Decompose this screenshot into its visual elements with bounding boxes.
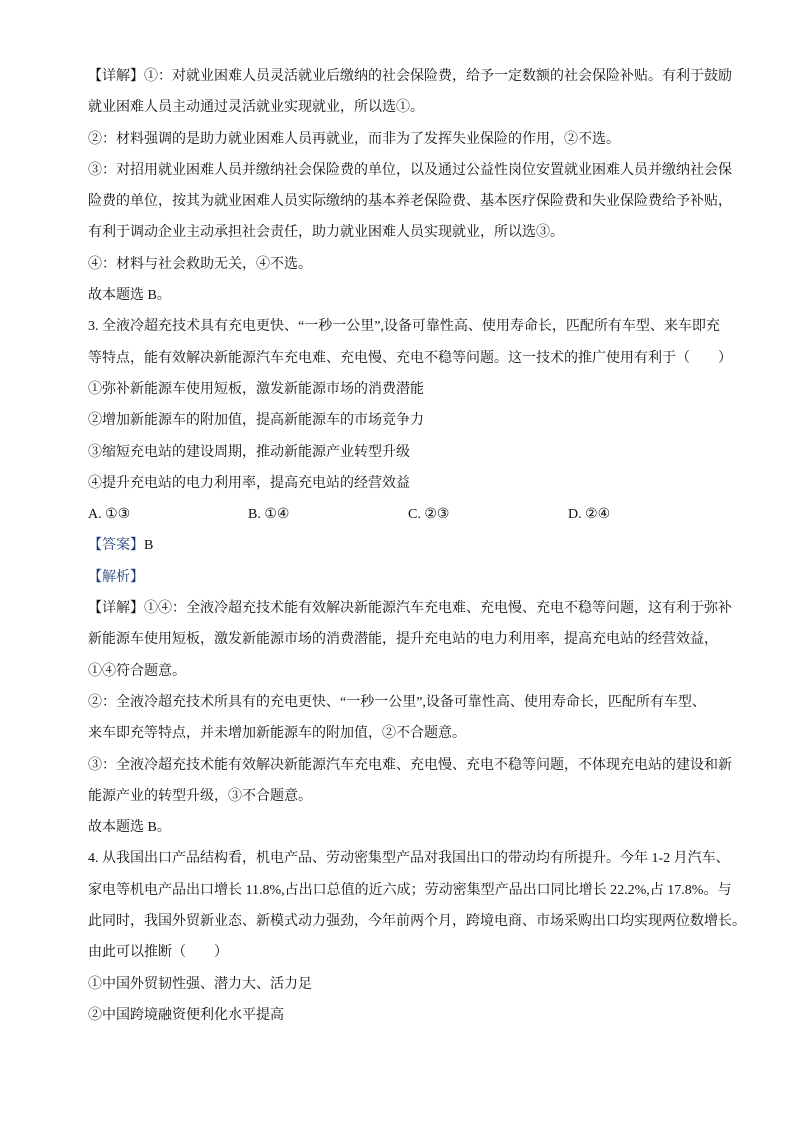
answer-value: B bbox=[144, 538, 154, 554]
q3-item: ④提升充电站的电力利用率，提高充电站的经营效益 bbox=[88, 475, 410, 491]
q3-detail-line: ③：全液冷超充技术能有效解决新能源汽车充电难、充电慢、充电不稳等问题，不体现充电站的建设和新 bbox=[88, 757, 732, 773]
q2-detail-line: 就业困难人员主动通过灵活就业实现就业，所以选①。 bbox=[88, 100, 424, 116]
q2-detail-line: 有利于调动企业主动承担社会责任，助力就业困难人员实现就业，所以选③。 bbox=[88, 225, 564, 241]
q3-item: ②增加新能源车的附加值，提高新能源车的市场竞争力 bbox=[88, 413, 424, 429]
q3-item: ①弥补新能源车使用短板，激发新能源市场的消费潜能 bbox=[88, 381, 424, 397]
q3-conclusion: 故本题选 B。 bbox=[88, 820, 171, 836]
q3-answer bbox=[88, 530, 728, 561]
option-c: C. ②③ bbox=[408, 507, 450, 523]
q2-conclusion: 故本题选 B。 bbox=[88, 288, 171, 304]
q2-detail-line: ③：对招用就业困难人员并缴纳社会保险费的单位，以及通过公益性岗位安置就业困难人员并缴纳社会保 bbox=[88, 162, 732, 178]
analysis-label: 【解析】 bbox=[88, 569, 144, 585]
q4-item: ②中国跨境融资便利化水平提高 bbox=[88, 1007, 284, 1023]
q3-detail-line: 新能源车使用短板，激发新能源市场的消费潜能，提升充电站的电力利用率，提高充电站的经营效益， bbox=[88, 632, 718, 648]
q3-detail-line: 能源产业的转型升级，③不合题意。 bbox=[88, 788, 312, 804]
q3-item: ③缩短充电站的建设周期，推动新能源产业转型升级 bbox=[88, 444, 410, 460]
q3-options bbox=[88, 499, 728, 530]
q3-stem: 3. 全液冷超充技术具有充电更快、“一秒一公里”,设备可靠性高、使用寿命长，匹配所有车型、来车即充 bbox=[88, 319, 720, 335]
q4-stem: 此同时，我国外贸新业态、新模式动力强劲，今年前两个月，跨境电商、市场采购出口均实现两位数增长。 bbox=[88, 914, 746, 930]
q2-detail-line: ②：材料强调的是助力就业困难人员再就业，而非为了发挥失业保险的作用，②不选。 bbox=[88, 131, 620, 147]
q2-detail-line: 险费的单位，按其为就业困难人员实际缴纳的基本养老保险费、基本医疗保险费和失业保险费给予补贴， bbox=[88, 194, 732, 210]
text: ①④：全液冷超充技术能有效解决新能源汽车充电难、充电慢、充电不稳等问题，这有利于弥补 bbox=[144, 601, 732, 617]
q3-detail-line bbox=[88, 593, 732, 624]
option-d: D. ②④ bbox=[568, 507, 611, 523]
answer-label: 【答案】 bbox=[88, 538, 144, 554]
q3-stem: 等特点，能有效解决新能源汽车充电难、充电慢、充电不稳等问题。这一技术的推广使用有利于（ ） bbox=[88, 350, 732, 366]
option-a: A. ①③ bbox=[88, 507, 131, 523]
q4-stem: 4. 从我国出口产品结构看，机电产品、劳动密集型产品对我国出口的带动均有所提升。今年 1-2 月汽车、 bbox=[88, 851, 730, 867]
q4-stem: 家电等机电产品出口增长 11.8%,占出口总值的近六成；劳动密集型产品出口同比增长 22.2%,占 17.8%。与 bbox=[88, 882, 732, 898]
q3-detail-line: ①④符合题意。 bbox=[88, 663, 186, 679]
q2-detail-line: ④：材料与社会救助无关，④不选。 bbox=[88, 256, 312, 272]
q3-detail-line: ②：全液冷超充技术所具有的充电更快、“一秒一公里”,设备可靠性高、使用寿命长，匹配所有车型、 bbox=[88, 694, 706, 710]
document-page bbox=[88, 61, 746, 1031]
q2-detail-line bbox=[88, 61, 732, 92]
option-b: B. ①④ bbox=[248, 507, 290, 523]
text: ①：对就业困难人员灵活就业后缴纳的社会保险费，给予一定数额的社会保险补贴。有利于鼓励 bbox=[144, 69, 732, 84]
detail-label: 【详解】 bbox=[88, 69, 144, 84]
q4-stem: 由此可以推断（ ） bbox=[88, 945, 228, 961]
detail-label: 【详解】 bbox=[88, 601, 144, 617]
q3-detail-line: 来车即充等特点，并未增加新能源车的附加值，②不合题意。 bbox=[88, 726, 466, 742]
q4-item: ①中国外贸韧性强、潜力大、活力足 bbox=[88, 976, 312, 992]
